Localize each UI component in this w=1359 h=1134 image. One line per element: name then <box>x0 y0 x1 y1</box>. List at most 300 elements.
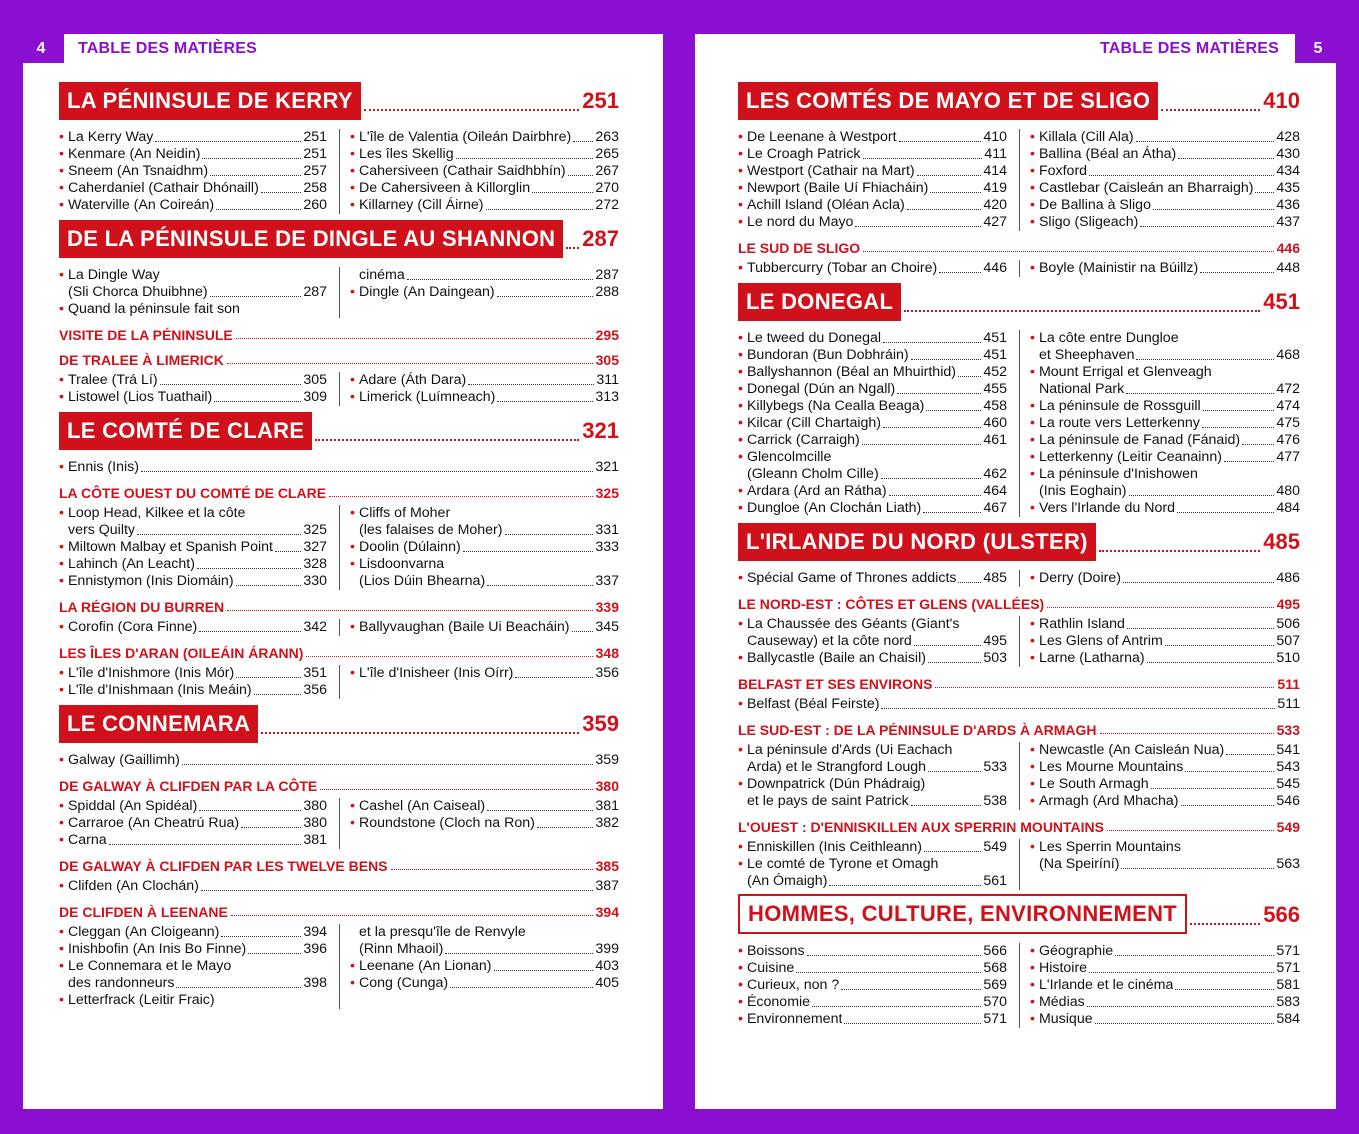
toc-entry[interactable] <box>350 146 619 163</box>
section-heading[interactable] <box>738 82 1300 120</box>
entry-title: Lisdoonvarna <box>358 556 445 572</box>
entry-page: 503 <box>983 650 1007 666</box>
entry-title: Quand la péninsule fait son <box>67 301 240 317</box>
entry-title: Carna <box>67 832 107 848</box>
entry-title: La péninsule d'Inishowen <box>1038 466 1198 482</box>
toc-entry[interactable] <box>59 267 327 284</box>
toc-entry[interactable] <box>738 347 1007 364</box>
entry-column <box>738 260 1019 277</box>
bullet-icon: • <box>1030 633 1035 649</box>
section-title: L'IRLANDE DU NORD (ULSTER) <box>738 523 1096 561</box>
toc-entry[interactable] <box>59 505 327 522</box>
toc-entry[interactable] <box>59 992 327 1009</box>
bullet-icon: • <box>350 539 355 555</box>
leader-dots <box>863 158 983 159</box>
bullet-icon: • <box>350 619 355 635</box>
leader-dots <box>881 708 1275 709</box>
toc-entry[interactable] <box>350 619 619 636</box>
entry-page: 569 <box>983 977 1007 993</box>
entry-title: Les Mourne Mountains <box>1038 759 1184 775</box>
right-header-title: TABLE DES MATIÈRES <box>1100 40 1280 57</box>
toc-entry[interactable] <box>59 682 327 699</box>
toc-entry[interactable] <box>59 975 327 992</box>
bullet-icon: • <box>738 696 743 712</box>
subsection-title: DE TRALEE À LIMERICK <box>59 352 224 368</box>
subsection-title: LE NORD-EST : CÔTES ET GLENS (VALLÉES) <box>738 596 1045 612</box>
leader-dots <box>456 158 594 159</box>
toc-entry[interactable] <box>738 129 1007 146</box>
leader-dots <box>1190 923 1260 925</box>
entry-title: Roundstone (Cloch na Ron) <box>358 815 535 831</box>
subsection-heading[interactable] <box>59 350 619 368</box>
toc-entry[interactable] <box>350 975 619 992</box>
toc-entry[interactable] <box>738 776 1007 793</box>
subsection-heading[interactable] <box>59 902 619 920</box>
toc-entry[interactable] <box>1030 500 1300 517</box>
subsection-title: BELFAST ET SES ENVIRONS <box>738 676 933 692</box>
bullet-icon: • <box>738 943 743 959</box>
entry-title: De Cahersiveen à Killorglin <box>358 180 531 196</box>
toc-entry[interactable] <box>1030 432 1300 449</box>
entry-title: et la presqu'île de Renvyle <box>359 924 526 940</box>
toc-entry[interactable] <box>1030 180 1300 197</box>
entry-title: La Dingle Way <box>67 267 160 283</box>
toc-entry[interactable] <box>350 180 619 197</box>
toc-entry[interactable] <box>59 941 327 958</box>
toc-entry[interactable] <box>59 958 327 975</box>
leader-dots <box>566 247 579 249</box>
toc-entry[interactable] <box>1030 146 1300 163</box>
entry-page: 435 <box>1276 180 1300 196</box>
toc-entry[interactable] <box>1030 398 1300 415</box>
bullet-icon: • <box>59 539 64 555</box>
bullet-icon: • <box>59 267 64 283</box>
section-page: 287 <box>582 226 619 251</box>
toc-entry[interactable] <box>350 372 619 389</box>
leader-dots <box>241 827 301 828</box>
entry-title: Cleggan (An Cloigeann) <box>67 924 220 940</box>
leader-dots <box>889 495 982 496</box>
toc-entry[interactable] <box>59 284 327 301</box>
entry-column <box>59 924 339 1009</box>
toc-entry[interactable] <box>1030 381 1300 398</box>
entry-title: Westport (Cathair na Mart) <box>746 163 915 179</box>
leader-dots <box>202 158 301 159</box>
toc-entry[interactable] <box>350 389 619 406</box>
entry-grid <box>59 665 619 699</box>
subsection-heading[interactable] <box>738 720 1300 738</box>
toc-entry[interactable] <box>738 960 1007 977</box>
bullet-icon: • <box>1030 415 1035 431</box>
subsection-title: DE GALWAY À CLIFDEN PAR LES TWELVE BENS <box>59 858 388 874</box>
subsection-page: 511 <box>1277 676 1300 692</box>
entry-column <box>59 619 339 636</box>
toc-entry[interactable] <box>738 330 1007 347</box>
entry-grid <box>59 129 619 214</box>
entry-title: Le South Armagh <box>1038 776 1149 792</box>
toc-entry[interactable] <box>59 798 327 815</box>
toc-entry[interactable] <box>59 197 327 214</box>
toc-entry[interactable] <box>59 815 327 832</box>
subsection-heading[interactable] <box>59 856 619 874</box>
bullet-icon: • <box>738 977 743 993</box>
subsection-title: LA RÉGION DU BURREN <box>59 599 225 615</box>
section-heading[interactable] <box>738 896 1300 934</box>
toc-entry[interactable] <box>1030 960 1300 977</box>
leader-dots <box>236 677 301 678</box>
leader-dots <box>214 401 301 402</box>
entry-title: Ennistymon (Inis Diomáin) <box>67 573 234 589</box>
bullet-icon: • <box>59 372 64 388</box>
leader-dots <box>928 662 981 663</box>
leader-dots <box>1178 158 1274 159</box>
leader-dots <box>1136 359 1274 360</box>
bullet-icon: • <box>59 798 64 814</box>
entry-page: 486 <box>1276 570 1300 586</box>
toc-entry[interactable] <box>350 505 619 522</box>
toc-entry[interactable] <box>350 798 619 815</box>
toc-entry[interactable] <box>1030 347 1300 364</box>
bullet-icon: • <box>738 742 743 758</box>
leader-dots <box>1107 830 1274 831</box>
left-page-number: 4 <box>18 34 64 63</box>
leader-dots <box>1095 1023 1275 1024</box>
toc-entry[interactable] <box>738 943 1007 960</box>
leader-dots <box>1255 192 1274 193</box>
toc-entry[interactable] <box>350 284 619 301</box>
toc-entry[interactable] <box>1030 633 1300 650</box>
subsection-heading[interactable] <box>59 325 619 343</box>
leader-dots <box>248 953 301 954</box>
toc-entry[interactable] <box>1030 616 1300 633</box>
entry-grid <box>59 798 619 849</box>
toc-entry[interactable] <box>738 197 1007 214</box>
toc-entry[interactable] <box>350 197 619 214</box>
toc-entry[interactable] <box>59 556 327 573</box>
entry-title: De Leenane à Westport <box>746 129 897 145</box>
leader-dots <box>1087 1006 1275 1007</box>
leader-dots <box>1136 141 1275 142</box>
toc-entry[interactable] <box>738 260 1007 277</box>
entry-column <box>339 619 619 636</box>
bullet-icon: • <box>59 197 64 213</box>
section-title: LA PÉNINSULE DE KERRY <box>59 82 361 120</box>
entry-page: 313 <box>595 389 619 405</box>
toc-entry[interactable] <box>1030 129 1300 146</box>
entry-title: Ennis (Inis) <box>67 459 139 475</box>
bullet-icon: • <box>1030 398 1035 414</box>
toc-entry[interactable] <box>59 522 327 539</box>
toc-entry[interactable] <box>59 129 327 146</box>
leader-dots <box>923 512 981 513</box>
toc-entry[interactable] <box>59 301 327 318</box>
toc-entry[interactable] <box>738 500 1007 517</box>
subsection-title: DE GALWAY À CLIFDEN PAR LA CÔTE <box>59 778 318 794</box>
entry-title: Cuisine <box>746 960 795 976</box>
leader-dots <box>155 141 301 142</box>
section-heading[interactable] <box>59 82 619 120</box>
toc-entry[interactable] <box>350 129 619 146</box>
entry-column <box>339 505 619 590</box>
leader-dots <box>1100 733 1274 734</box>
toc-entry[interactable] <box>59 146 327 163</box>
entry-page: 541 <box>1276 742 1300 758</box>
entry-column <box>59 372 339 406</box>
subsection-heading[interactable] <box>59 643 619 661</box>
entry-column <box>59 129 339 214</box>
leader-dots <box>844 1023 981 1024</box>
toc-entry[interactable] <box>1030 214 1300 231</box>
toc-entry[interactable] <box>738 696 1300 713</box>
toc-entry[interactable] <box>738 483 1007 500</box>
bullet-icon: • <box>1030 1011 1035 1027</box>
bullet-icon: • <box>738 260 743 276</box>
leader-dots <box>254 694 302 695</box>
toc-entry[interactable] <box>1030 330 1300 347</box>
entry-title: Clifden (An Clochán) <box>67 878 199 894</box>
toc-entry[interactable] <box>738 364 1007 381</box>
toc-entry[interactable] <box>59 180 327 197</box>
toc-entry[interactable] <box>738 381 1007 398</box>
toc-entry[interactable] <box>738 856 1007 873</box>
toc-entry[interactable] <box>59 372 327 389</box>
entry-page: 356 <box>303 682 327 698</box>
subsection-heading[interactable] <box>738 674 1300 692</box>
entry-title: (An Ómaigh) <box>747 873 828 889</box>
entry-page: 460 <box>983 415 1007 431</box>
toc-entry[interactable] <box>738 398 1007 415</box>
subsection-heading[interactable] <box>738 594 1300 612</box>
toc-entry[interactable] <box>1030 163 1300 180</box>
toc-entry[interactable] <box>1030 856 1300 873</box>
toc-entry[interactable] <box>1030 943 1300 960</box>
leader-dots <box>807 955 982 956</box>
toc-entry[interactable] <box>350 665 619 682</box>
entry-title: (Inis Eoghain) <box>1039 483 1127 499</box>
toc-entry[interactable] <box>738 146 1007 163</box>
toc-entry[interactable] <box>1030 977 1300 994</box>
leader-dots <box>261 192 302 193</box>
entry-column <box>1019 129 1300 231</box>
leader-dots <box>231 915 593 916</box>
toc-entry[interactable] <box>59 573 327 590</box>
toc-entry[interactable] <box>350 556 619 573</box>
toc-entry[interactable] <box>738 570 1007 587</box>
section-heading[interactable] <box>59 412 619 450</box>
toc-entry[interactable] <box>738 466 1007 483</box>
entry-page: 571 <box>1276 943 1300 959</box>
bullet-icon: • <box>59 505 64 521</box>
bullet-icon: • <box>738 163 743 179</box>
leader-dots <box>160 384 302 385</box>
entry-grid <box>738 570 1300 587</box>
leader-dots <box>486 209 594 210</box>
bullet-icon: • <box>350 798 355 814</box>
toc-entry[interactable] <box>350 539 619 556</box>
toc-entry[interactable] <box>738 759 1007 776</box>
bullet-icon: • <box>738 839 743 855</box>
subsection-heading[interactable] <box>738 817 1300 835</box>
toc-entry[interactable] <box>1030 364 1300 381</box>
entry-grid <box>738 696 1300 713</box>
toc-entry[interactable] <box>1030 570 1300 587</box>
toc-entry[interactable] <box>738 994 1007 1011</box>
entry-column <box>738 696 1300 713</box>
entry-title: Géographie <box>1038 943 1114 959</box>
leader-dots <box>210 175 301 176</box>
entry-title: Le Croagh Patrick <box>746 146 861 162</box>
toc-entry[interactable] <box>738 977 1007 994</box>
bullet-icon: • <box>1030 129 1035 145</box>
entry-column <box>1019 742 1300 810</box>
toc-entry[interactable] <box>1030 483 1300 500</box>
toc-entry[interactable] <box>738 839 1007 856</box>
toc-entry[interactable] <box>59 619 327 636</box>
bullet-icon: • <box>350 958 355 974</box>
subsection-heading[interactable] <box>59 776 619 794</box>
toc-entry[interactable] <box>738 633 1007 650</box>
leader-dots <box>1153 209 1274 210</box>
entry-page: 403 <box>595 958 619 974</box>
entry-page: 327 <box>303 539 327 555</box>
toc-entry[interactable] <box>738 650 1007 667</box>
toc-entry[interactable] <box>1030 994 1300 1011</box>
toc-entry[interactable] <box>350 815 619 832</box>
entry-title: Cliffs of Moher <box>358 505 451 521</box>
toc-entry[interactable] <box>350 924 619 941</box>
entry-grid <box>59 878 619 895</box>
bullet-icon: • <box>738 856 743 872</box>
toc-entry[interactable] <box>1030 415 1300 432</box>
toc-entry[interactable] <box>738 793 1007 810</box>
toc-entry[interactable] <box>350 573 619 590</box>
toc-entry[interactable] <box>350 163 619 180</box>
entry-page: 345 <box>595 619 619 635</box>
entry-page: 436 <box>1276 197 1300 213</box>
section-heading[interactable] <box>59 220 619 258</box>
toc-entry[interactable] <box>1030 776 1300 793</box>
entry-title: (Sli Chorca Dhuibhne) <box>68 284 208 300</box>
toc-entry[interactable] <box>1030 466 1300 483</box>
entry-page: 251 <box>303 146 327 162</box>
toc-entry[interactable] <box>350 267 619 284</box>
toc-entry[interactable] <box>1030 650 1300 667</box>
entry-title: Curieux, non ? <box>746 977 840 993</box>
entry-page: 260 <box>303 197 327 213</box>
bullet-icon: • <box>738 129 743 145</box>
toc-entry[interactable] <box>1030 839 1300 856</box>
toc-entry[interactable] <box>1030 793 1300 810</box>
bullet-icon: • <box>59 163 64 179</box>
entry-page: 563 <box>1276 856 1300 872</box>
entry-page: 267 <box>595 163 619 179</box>
bullet-icon: • <box>59 619 64 635</box>
entry-column <box>738 943 1019 1028</box>
subsection-heading[interactable] <box>59 483 619 501</box>
toc-entry[interactable] <box>1030 197 1300 214</box>
toc-entry[interactable] <box>738 742 1007 759</box>
bullet-icon: • <box>1030 616 1035 632</box>
section-title: LE COMTÉ DE CLARE <box>59 412 312 450</box>
leader-dots <box>216 209 301 210</box>
toc-entry[interactable] <box>59 539 327 556</box>
entry-page: 311 <box>596 372 619 388</box>
entry-page: 305 <box>303 372 327 388</box>
entry-column <box>339 267 619 318</box>
section-heading[interactable] <box>738 283 1300 321</box>
bullet-icon: • <box>1030 214 1035 230</box>
section-page: 451 <box>1263 289 1300 314</box>
bullet-icon: • <box>350 197 355 213</box>
toc-entry[interactable] <box>350 522 619 539</box>
entry-title: La péninsule d'Ards (Ui Eachach <box>746 742 953 758</box>
toc-entry[interactable] <box>350 941 619 958</box>
entry-title: Downpatrick (Dún Phádraig) <box>746 776 926 792</box>
leader-dots <box>505 534 594 535</box>
toc-entry[interactable] <box>59 924 327 941</box>
bullet-icon: • <box>1030 449 1035 465</box>
toc-entry[interactable] <box>59 878 619 895</box>
toc-entry[interactable] <box>59 665 327 682</box>
toc-entry[interactable] <box>1030 742 1300 759</box>
entry-title: (Lios Dúin Bhearna) <box>359 573 486 589</box>
toc-entry[interactable] <box>59 459 619 476</box>
bullet-icon: • <box>59 958 64 974</box>
toc-entry[interactable] <box>1030 449 1300 466</box>
toc-entry[interactable] <box>59 832 327 849</box>
toc-entry[interactable] <box>738 180 1007 197</box>
leader-dots <box>907 209 982 210</box>
bullet-icon: • <box>738 398 743 414</box>
section-title: LE CONNEMARA <box>59 705 258 743</box>
toc-entry[interactable] <box>738 1011 1007 1028</box>
toc-entry[interactable] <box>738 432 1007 449</box>
entry-title: Sneem (An Tsnaidhm) <box>67 163 209 179</box>
toc-entry[interactable] <box>738 415 1007 432</box>
entry-title: Belfast (Béal Feirste) <box>746 696 880 712</box>
leader-dots <box>883 342 981 343</box>
leader-dots <box>796 972 981 973</box>
toc-entry[interactable] <box>738 616 1007 633</box>
toc-entry[interactable] <box>738 873 1007 890</box>
bullet-icon: • <box>1030 994 1035 1010</box>
entry-grid <box>738 260 1300 277</box>
subsection-heading[interactable] <box>59 597 619 615</box>
toc-entry[interactable] <box>1030 260 1300 277</box>
subsection-heading[interactable] <box>738 238 1300 256</box>
toc-entry[interactable] <box>350 958 619 975</box>
section-heading[interactable] <box>738 523 1300 561</box>
section-heading[interactable] <box>59 705 619 743</box>
bullet-icon: • <box>59 459 64 475</box>
entry-page: 533 <box>983 759 1007 775</box>
toc-entry[interactable] <box>738 163 1007 180</box>
entry-page: 455 <box>983 381 1007 397</box>
leader-dots <box>463 551 594 552</box>
leader-dots <box>537 827 593 828</box>
toc-entry[interactable] <box>59 163 327 180</box>
toc-entry[interactable] <box>1030 759 1300 776</box>
entry-title: Carrick (Carraigh) <box>746 432 860 448</box>
toc-entry[interactable] <box>1030 1011 1300 1028</box>
toc-entry[interactable] <box>59 752 619 769</box>
toc-entry[interactable] <box>738 449 1007 466</box>
toc-entry[interactable] <box>59 389 327 406</box>
entry-title: Tubbercurry (Tobar an Choire) <box>746 260 938 276</box>
entry-page: 472 <box>1276 381 1300 397</box>
toc-entry[interactable] <box>738 214 1007 231</box>
entry-page: 485 <box>983 570 1007 586</box>
